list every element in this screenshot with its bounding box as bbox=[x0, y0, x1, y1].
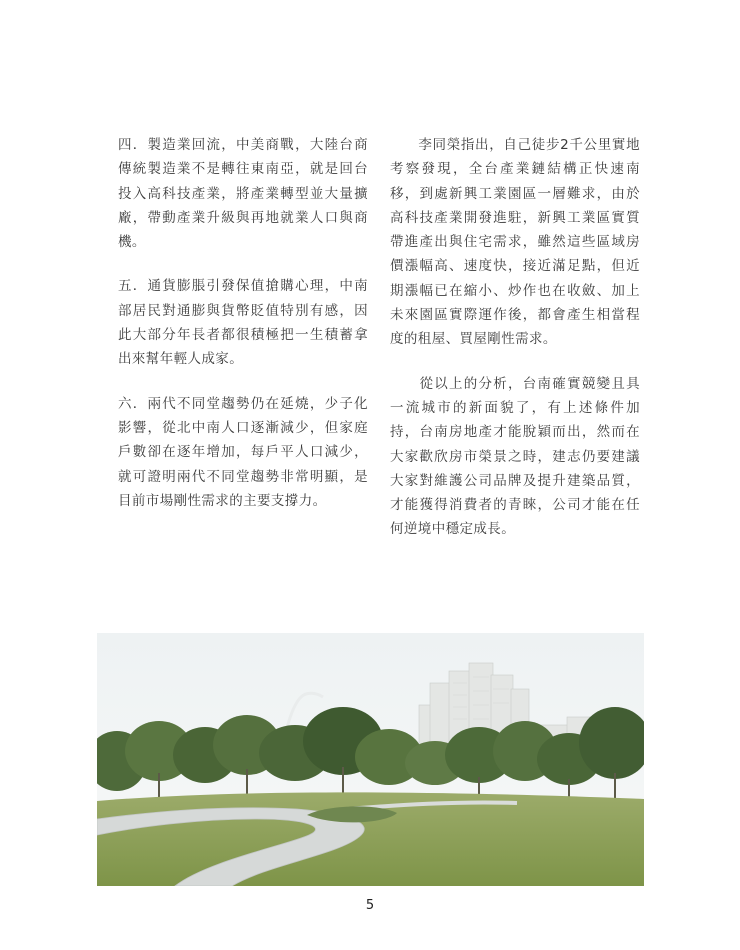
left-column bbox=[118, 133, 368, 513]
paragraph-conclusion: 從以上的分析，台南確實競變且具一流城市的新面貌了，有上述條件加持，台南房地產才能脫穎而出，然而在大家歡欣房市榮景之時，建志仍要建議大家對維護公司品牌及提升建築品質，才能獲得消費者的青睞，公司才能在任何逆境中穩定成長。 bbox=[390, 375, 640, 538]
paragraph-industry-shift: 李同榮指出，自己徒步2千公里實地考察發現，全台產業鏈結構正快速南移，到處新興工業園區一層難求，由於高科技產業開發進駐，新興工業區實質帶進產出與住宅需求，雖然這些區域房價漲幅高、速度快，接近滿足點，但近期漲幅已在縮小、炒作也在收斂、加上未來園區實際運作後，都會產生相當程度的租屋、買屋剛性需求。 bbox=[390, 137, 640, 348]
right-column bbox=[390, 133, 640, 542]
park-photo bbox=[97, 633, 644, 886]
page-number: 5 bbox=[365, 898, 375, 913]
paragraph-inflation: 五．通貨膨脹引發保值搶購心理，中南部居民對通膨與貨幣貶值特別有感，因此大部分年長者都很積極把一生積蓄拿出來幫年輕人成家。 bbox=[118, 278, 368, 368]
paragraph-generations: 六．兩代不同堂趨勢仍在延燒，少子化影響，從北中南人口逐漸減少，但家庭戶數卻在逐年增加，每戶平人口減少，就可證明兩代不同堂趨勢非常明顯，是目前市場剛性需求的主要支撐力。 bbox=[118, 395, 368, 509]
paragraph-manufacturing-return: 四．製造業回流，中美商戰，大陸台商傳統製造業不是轉往東南亞，就是回台投入高科技產業，將產業轉型並大量擴廠，帶動產業升級與再地就業人口與商機。 bbox=[118, 137, 368, 251]
park-illustration bbox=[97, 633, 644, 886]
